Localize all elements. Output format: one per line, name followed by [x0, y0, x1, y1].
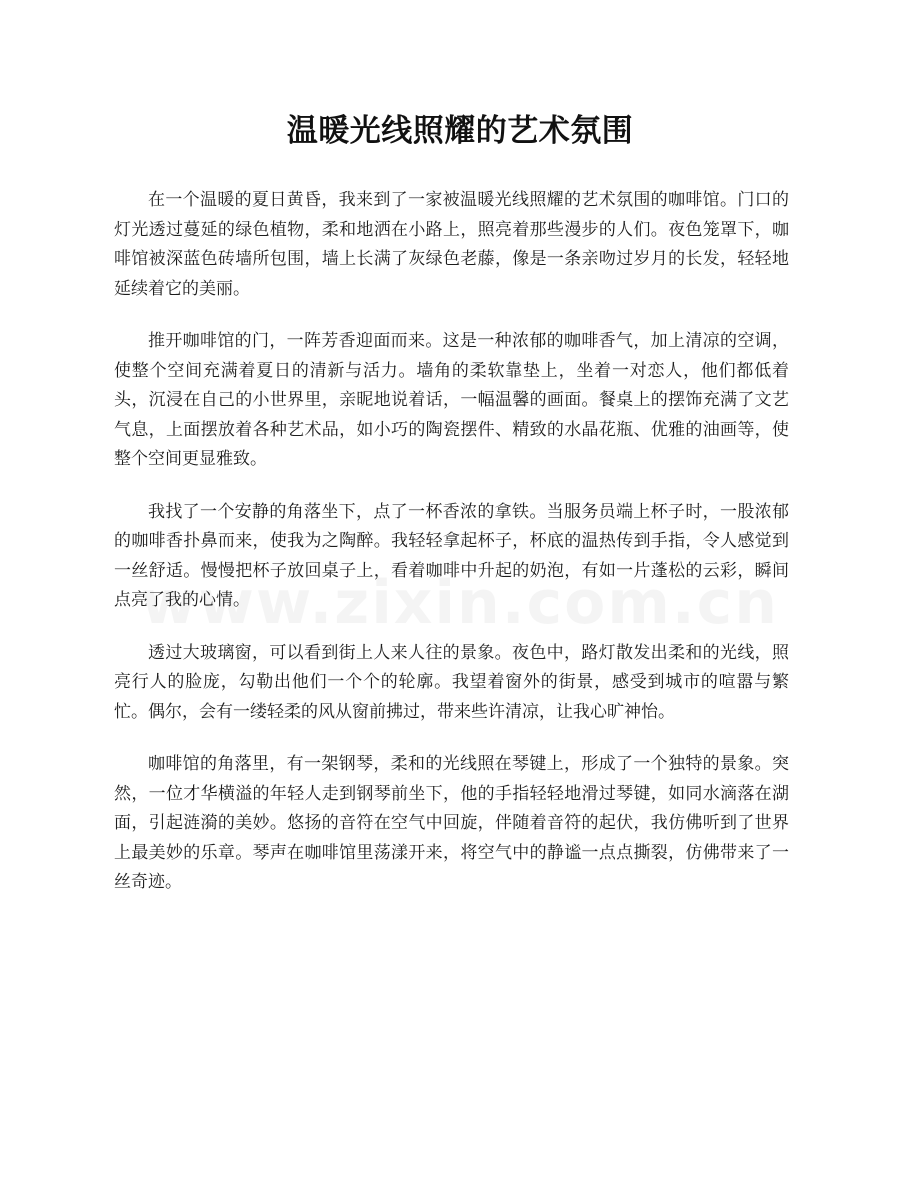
paragraph-2: 推开咖啡馆的门，一阵芳香迎面而来。这是一种浓郁的咖啡香气，加上清凉的空调，使整个空间充满着夏日的清新与活力。墙角的柔软靠垫上，坐着一对恋人，他们都低着头，沉浸在自己的小世界里，亲昵地说着话，一幅温馨的画面。餐桌上的摆饰充满了文艺气息，上面摆放着各种艺术品，如小巧的陶瓷摆件、精致的水晶花瓶、优雅的油画等，使整个空间更显雅致。 — [114, 331, 789, 469]
paragraph-5: 咖啡馆的角落里，有一架钢琴，柔和的光线照在琴键上，形成了一个独特的景象。突然，一位才华横溢的年轻人走到钢琴前坐下，他的手指轻轻地滑过琴键，如同水滴落在湖面，引起涟漪的美妙。悠扬的音符在空气中回旋，伴随着音符的起伏，我仿佛听到了世界上最美妙的乐章。琴声在咖啡馆里荡漾开来，将空气中的静谧一点点撕裂，仿佛带来了一丝奇迹。 — [114, 754, 789, 892]
paragraph-3: 我找了一个安静的角落坐下，点了一杯香浓的拿铁。当服务员端上杯子时，一股浓郁的咖啡香扑鼻而来，使我为之陶醉。我轻轻拿起杯子，杯底的温热传到手指，令人感觉到一丝舒适。慢慢把杯子放回桌子上，看着咖啡中升起的奶泡，有如一片蓬松的云彩，瞬间点亮了我的心情。 — [114, 501, 789, 610]
paragraph-4: 透过大玻璃窗，可以看到街上人来人往的景象。夜色中，路灯散发出柔和的光线，照亮行人的脸庞，勾勒出他们一个个的轮廓。我望着窗外的街景，感受到城市的喧嚣与繁忙。偶尔，会有一缕轻柔的风从窗前拂过，带来些许清凉，让我心旷神怡。 — [114, 642, 789, 722]
document-title: 温暖光线照耀的艺术氛围 — [286, 113, 634, 149]
paragraph-1: 在一个温暖的夏日黄昏，我来到了一家被温暖光线照耀的艺术氛围的咖啡馆。门口的灯光透过蔓延的绿色植物，柔和地洒在小路上，照亮着那些漫步的人们。夜色笼罩下，咖啡馆被深蓝色砖墙所包围，墙上长满了灰绿色老藤，像是一条亲吻过岁月的长发，轻轻地延续着它的美丽。 — [114, 190, 789, 299]
document-body — [114, 186, 789, 921]
